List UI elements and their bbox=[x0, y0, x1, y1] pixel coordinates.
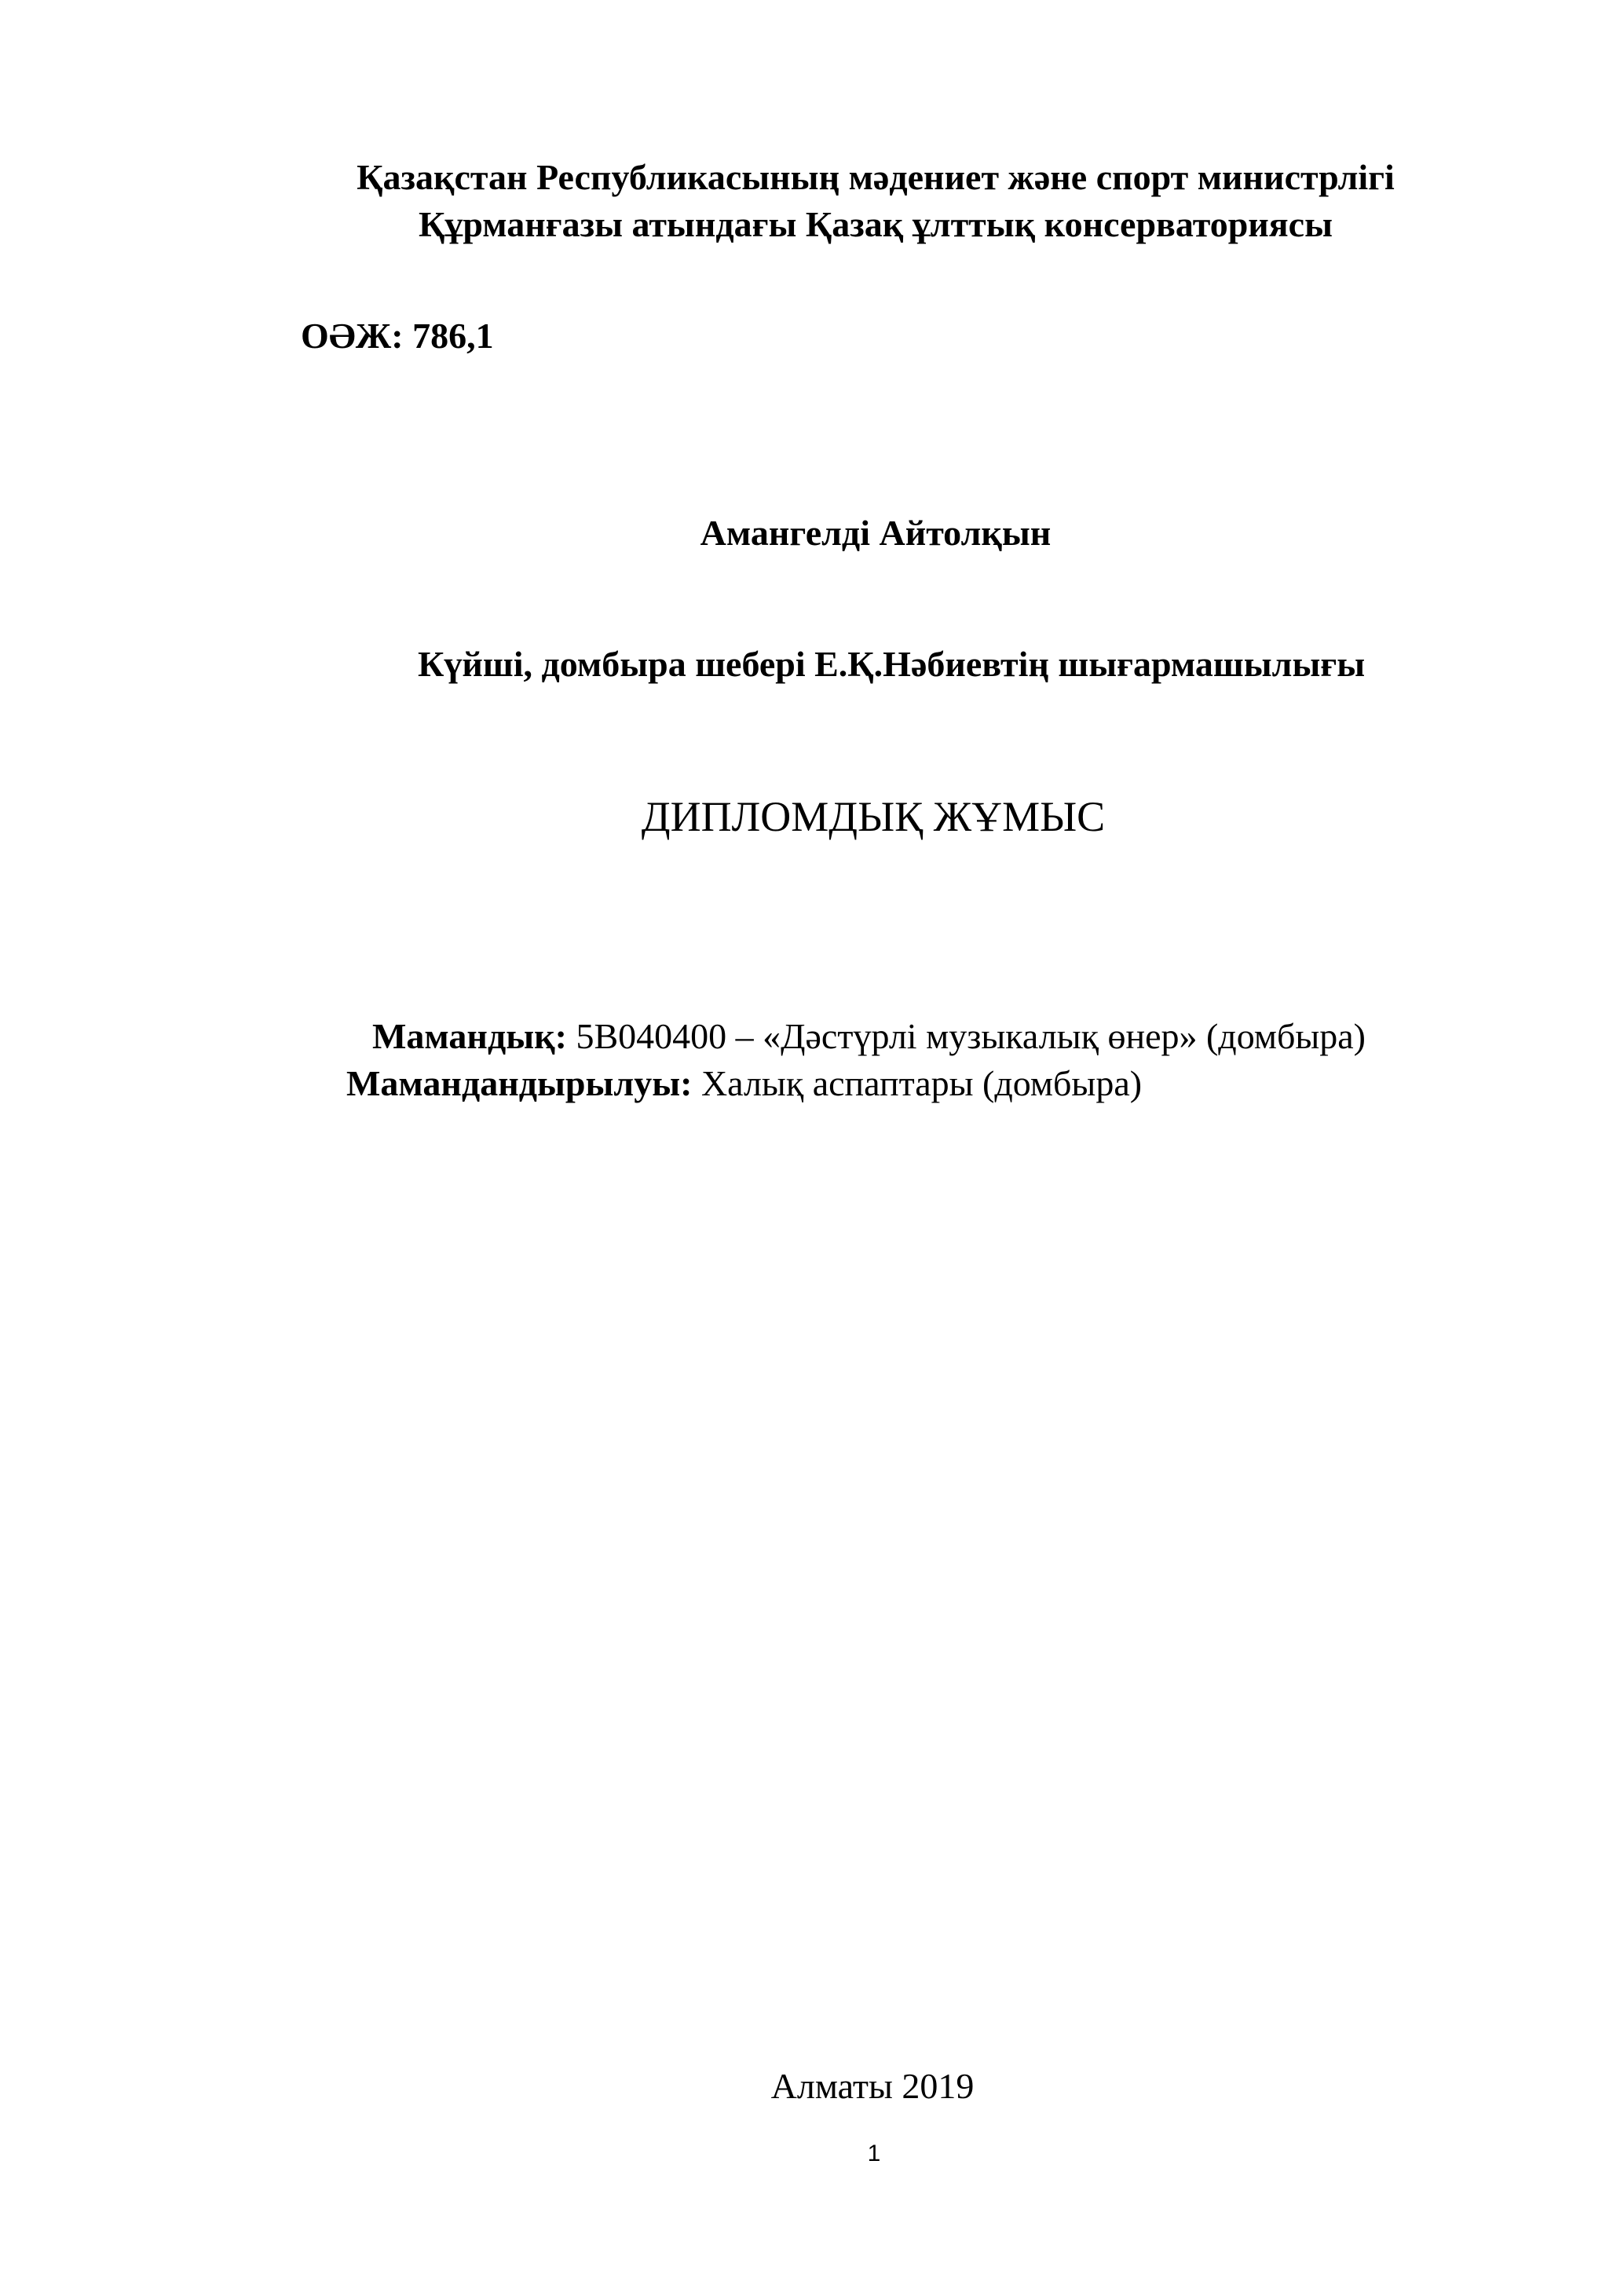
author-name: Амангелді Айтолқын bbox=[700, 513, 1052, 553]
specialization-value: Халық аспаптары (домбыра) bbox=[692, 1063, 1143, 1103]
specialization-label: Мамандандырылуы: bbox=[346, 1063, 693, 1103]
udc-code: ОӘЖ: 786,1 bbox=[301, 316, 494, 356]
specialization-line bbox=[346, 1063, 1143, 1103]
specialty-line bbox=[372, 1018, 1366, 1055]
page-number: 1 bbox=[867, 2141, 881, 2166]
institution-heading: Құрманғазы атындағы Қазақ ұлттық консерваториясы bbox=[418, 204, 1333, 244]
specialty-value: 5В040400 – «Дәстүрлі музыкалық өнер» (домбыра) bbox=[566, 1016, 1366, 1056]
thesis-title: Күйші, домбыра шебері Е.Қ.Нәбиевтің шығармашылығы bbox=[418, 644, 1366, 684]
specialty-label: Мамандық: bbox=[372, 1016, 567, 1056]
ministry-heading: Қазақстан Республикасының мәдениет және спорт министрлігі bbox=[357, 157, 1395, 197]
document-type: ДИПЛОМДЫҚ ЖҰМЫС bbox=[641, 793, 1106, 840]
place-year: Алматы 2019 bbox=[770, 2066, 975, 2106]
